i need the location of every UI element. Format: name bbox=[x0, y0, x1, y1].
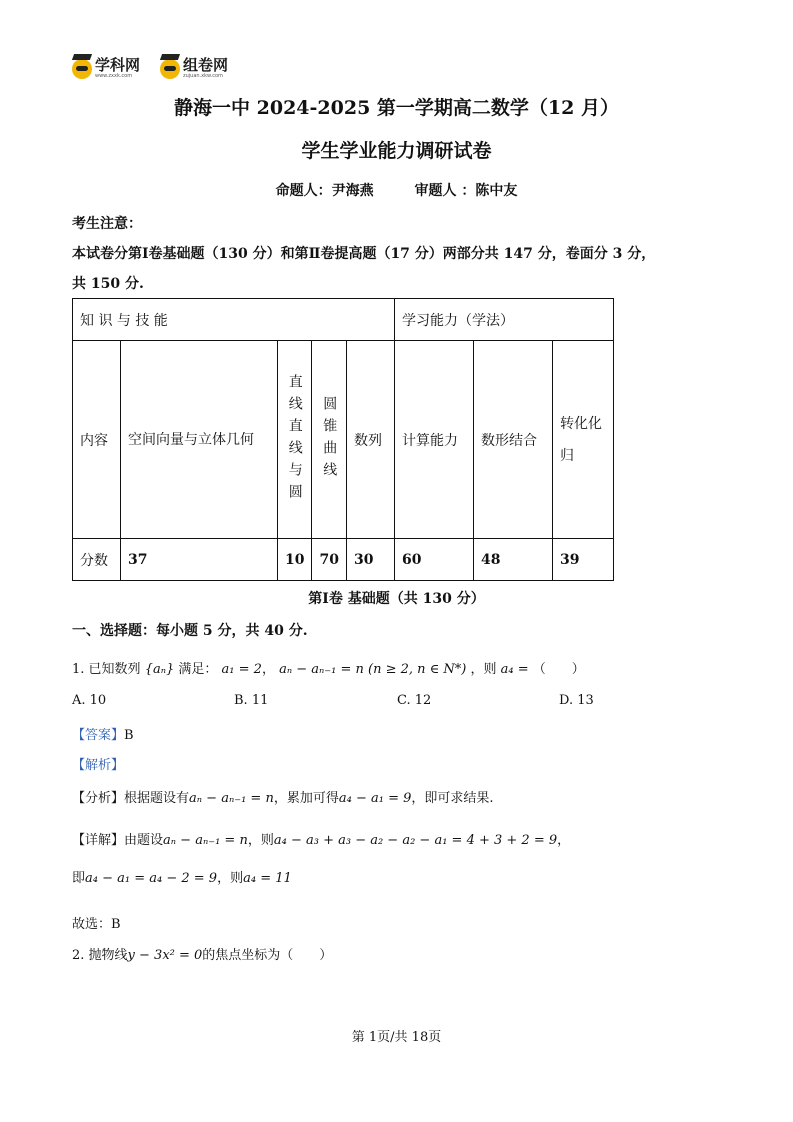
q1-prefix: 1. 已知数列 bbox=[72, 662, 141, 677]
authors bbox=[0, 180, 793, 200]
logo-url: www.zxxk.com bbox=[95, 73, 133, 79]
logo-url: zujuan.xkw.com bbox=[183, 73, 223, 79]
exam-title-line2: 学生学业能力调研试卷 bbox=[301, 140, 492, 162]
page-footer: 第 1页/共 18页 bbox=[351, 1030, 442, 1045]
knowledge-table bbox=[72, 298, 614, 581]
detail-text: ，则 bbox=[217, 871, 244, 886]
fenxi-text: ，累加可得 bbox=[273, 791, 339, 806]
fenxi-text: ，即可求结果. bbox=[411, 791, 494, 806]
detail-text: ， bbox=[557, 833, 571, 848]
content-cell: 转化化归 bbox=[552, 341, 613, 539]
author-setter: 命题人：尹海燕 bbox=[275, 183, 374, 199]
q1-paren: （ ） bbox=[532, 662, 585, 677]
answer-line bbox=[72, 724, 134, 743]
logo-zxxk bbox=[72, 58, 140, 79]
section-title: 第Ⅰ卷 基础题（共 130 分） bbox=[308, 591, 485, 607]
q2-expr: y − 3x² = 0 bbox=[127, 948, 203, 963]
detail-expr: aₙ − aₙ₋₁ = n bbox=[163, 833, 248, 848]
score-cell: 37 bbox=[121, 539, 278, 581]
q2-suffix: 的焦点坐标为（ ） bbox=[202, 948, 333, 963]
header-ability: 学习能力（学法） bbox=[394, 299, 613, 341]
question-1: 1. 已知数列 {aₙ} 满足： a₁ = 2， aₙ − aₙ₋₁ = n (n ≥ 2, n ∈ N*) ，则 a₄ = （ ） bbox=[72, 662, 585, 677]
score-cell: 39 bbox=[552, 539, 613, 581]
table-score-row bbox=[73, 539, 614, 581]
score-cell: 70 bbox=[312, 539, 346, 581]
fenxi-expr: a₄ − a₁ = 9 bbox=[338, 791, 412, 806]
content-cell: 数列 bbox=[346, 341, 394, 539]
notice-text-1: 本试卷分第Ⅰ卷基础题（130 分）和第Ⅱ卷提高题（17 分）两部分共 147 分，卷面分 3 分， bbox=[72, 246, 656, 262]
content-cell: 空间向量与立体几何 bbox=[121, 341, 278, 539]
q1-seq: {aₙ} bbox=[144, 662, 175, 677]
detail-text: 由题设 bbox=[124, 833, 164, 848]
row-label-score: 分数 bbox=[73, 539, 121, 581]
score-cell: 10 bbox=[278, 539, 312, 581]
content-cell: 圆锥曲线 bbox=[312, 341, 346, 539]
fenxi-text: 根据题设有 bbox=[124, 791, 190, 806]
analysis-tag: 【解析】 bbox=[72, 758, 125, 773]
score-cell: 48 bbox=[473, 539, 552, 581]
option-b: B. 11 bbox=[234, 693, 269, 708]
detail-line bbox=[72, 829, 570, 848]
detail-expr: a₄ = 11 bbox=[243, 871, 292, 886]
detail-expr: a₄ − a₃ + a₃ − a₂ − a₂ − a₁ = 4 + 3 + 2 = 9 bbox=[273, 833, 558, 848]
detail-line-2 bbox=[72, 867, 292, 886]
q1-ask-expr: a₄ = bbox=[500, 662, 529, 677]
option-d: D. 13 bbox=[559, 693, 594, 708]
answer-value: B bbox=[124, 728, 134, 743]
content-cell: 直线直线与圆 bbox=[278, 341, 312, 539]
score-cell: 30 bbox=[346, 539, 394, 581]
content-cell: 计算能力 bbox=[394, 341, 473, 539]
owl-logo-icon bbox=[160, 59, 180, 79]
detail-expr: a₄ − a₁ = a₄ − 2 = 9 bbox=[85, 871, 218, 886]
q1-cond2: aₙ − aₙ₋₁ = n (n ≥ 2, n ∈ N*) bbox=[279, 662, 467, 677]
score-cell: 60 bbox=[394, 539, 473, 581]
question-2 bbox=[72, 944, 332, 963]
author-reviewer: 审题人 ：陈中友 bbox=[414, 183, 518, 199]
fenxi-line bbox=[72, 787, 494, 806]
q1-cond1: a₁ = 2 bbox=[221, 662, 262, 677]
q1-satisfy: 满足： bbox=[178, 662, 218, 677]
part-title: 一、选择题：每小题 5 分，共 40 分. bbox=[72, 623, 308, 639]
option-c: C. 12 bbox=[397, 693, 432, 708]
q2-prefix: 2. 抛物线 bbox=[72, 948, 128, 963]
logo-name: 组卷网 bbox=[183, 56, 229, 74]
row-label-content: 内容 bbox=[73, 341, 121, 539]
content-cell: 数形结合 bbox=[473, 341, 552, 539]
answer-tag: 【答案】 bbox=[72, 728, 125, 743]
table-header-row bbox=[73, 299, 614, 341]
notice-label: 考生注意： bbox=[72, 216, 142, 232]
q1-ask: ，则 bbox=[470, 662, 497, 677]
fenxi-tag: 【分析】 bbox=[72, 791, 125, 806]
header-knowledge: 知 识 与 技 能 bbox=[73, 299, 395, 341]
detail-tag: 【详解】 bbox=[72, 833, 125, 848]
choose-line: 故选：B bbox=[72, 917, 121, 932]
detail-text: 即 bbox=[72, 871, 86, 886]
fenxi-expr: aₙ − aₙ₋₁ = n bbox=[189, 791, 274, 806]
owl-logo-icon bbox=[72, 59, 92, 79]
table-content-row bbox=[73, 341, 614, 539]
logo-name: 学科网 bbox=[95, 56, 141, 74]
detail-text: ，则 bbox=[247, 833, 274, 848]
notice-text-2: 共 150 分. bbox=[72, 276, 144, 292]
option-a: A. 10 bbox=[72, 693, 107, 708]
logo-zujuan bbox=[160, 58, 228, 79]
exam-title-line1: 静海一中 2024-2025 第一学期高二数学（12 月） bbox=[174, 97, 619, 119]
